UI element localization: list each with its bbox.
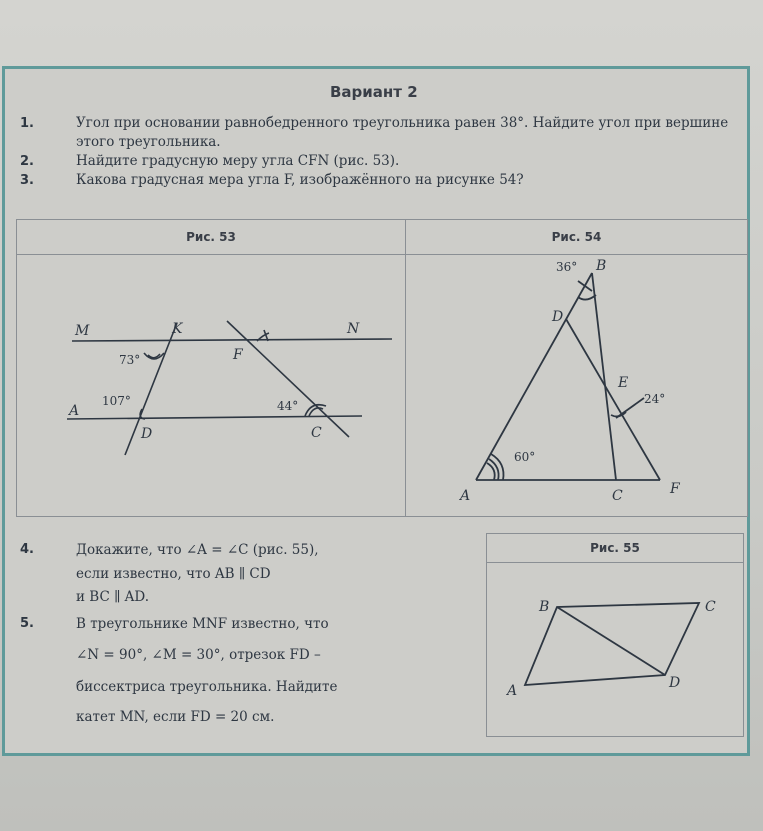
line-mn [72, 339, 392, 341]
task-number: 1. [20, 116, 34, 131]
task-line: биссектриса треугольника. Найдите [76, 679, 338, 695]
label-24: 24° [644, 392, 666, 406]
task-2 [20, 152, 740, 171]
angle-arc-44-outer [305, 405, 326, 416]
label-d: D [669, 675, 681, 691]
label-f: F [670, 481, 680, 497]
side-bc [592, 273, 616, 480]
task-text: Угол при основании равнобедренного треугольника равен 38°. Найдите угол при вершине этого треугольника. [76, 115, 729, 150]
task-4 [20, 536, 460, 610]
parallelogram-abcd [525, 603, 699, 685]
task-number: 5. [20, 616, 34, 631]
task-number: 2. [20, 154, 34, 169]
tasks-top [20, 114, 740, 190]
task-number: 4. [20, 542, 34, 557]
task-line: Докажите, что ∠A = ∠C (рис. 55), [76, 542, 319, 558]
label-a: A [69, 403, 80, 419]
label-d: D [141, 426, 153, 442]
label-a: A [507, 683, 518, 699]
task-text: Какова градусная мера угла F, изображённого на рисунке 54? [76, 172, 524, 188]
label-n: N [347, 321, 360, 337]
task-line: и BC ∥ AD. [76, 589, 149, 605]
fig55-header: Рис. 55 [487, 534, 743, 563]
angle-pointer-24 [616, 398, 644, 418]
angle-arc-60-outer [487, 463, 495, 480]
label-c: C [705, 599, 716, 615]
task-5 [20, 610, 460, 732]
side-ab [476, 273, 592, 480]
task-3 [20, 171, 740, 190]
label-b: B [596, 258, 607, 274]
fig53-diagram [17, 255, 405, 517]
label-m: M [75, 323, 90, 339]
variant-title: Вариант 2 [330, 83, 418, 101]
task-line: катет MN, если FD = 20 см. [76, 709, 275, 725]
label-60: 60° [514, 450, 536, 464]
label-73: 73° [119, 353, 141, 367]
task-text [76, 610, 460, 732]
line-fc [227, 321, 349, 437]
label-f: F [233, 347, 243, 363]
task-line: В треугольнике MNF известно, что [76, 616, 329, 632]
label-k: K [172, 321, 183, 337]
fig55-box [486, 533, 744, 737]
fig53-header: Рис. 53 [17, 220, 405, 255]
label-44: 44° [277, 399, 299, 413]
angle-arc-36 [578, 295, 596, 300]
task-line: ∠N = 90°, ∠M = 30°, отрезок FD – [76, 647, 321, 663]
angle-arc-44 [309, 408, 323, 416]
fig54-diagram [406, 255, 747, 517]
angle-pointer-36 [578, 281, 592, 291]
task-text [76, 536, 460, 610]
diagonal-bd [557, 607, 665, 675]
task-number: 3. [20, 173, 34, 188]
fig54-header: Рис. 54 [406, 220, 747, 255]
fig55-diagram [487, 563, 743, 737]
line-ac [67, 416, 362, 419]
label-107: 107° [102, 394, 131, 408]
label-c: C [311, 425, 322, 441]
task-1 [20, 114, 740, 152]
label-c: C [612, 488, 623, 504]
label-36: 36° [556, 260, 578, 274]
tasks-bottom [20, 536, 460, 732]
label-a: A [460, 488, 471, 504]
label-b: B [539, 599, 550, 615]
label-d: D [552, 309, 564, 325]
figures-table [16, 219, 748, 517]
task-line: если известно, что AB ∥ CD [76, 566, 271, 582]
label-e: E [618, 375, 629, 391]
task-text: Найдите градусную меру угла CFN (рис. 53). [76, 153, 400, 169]
